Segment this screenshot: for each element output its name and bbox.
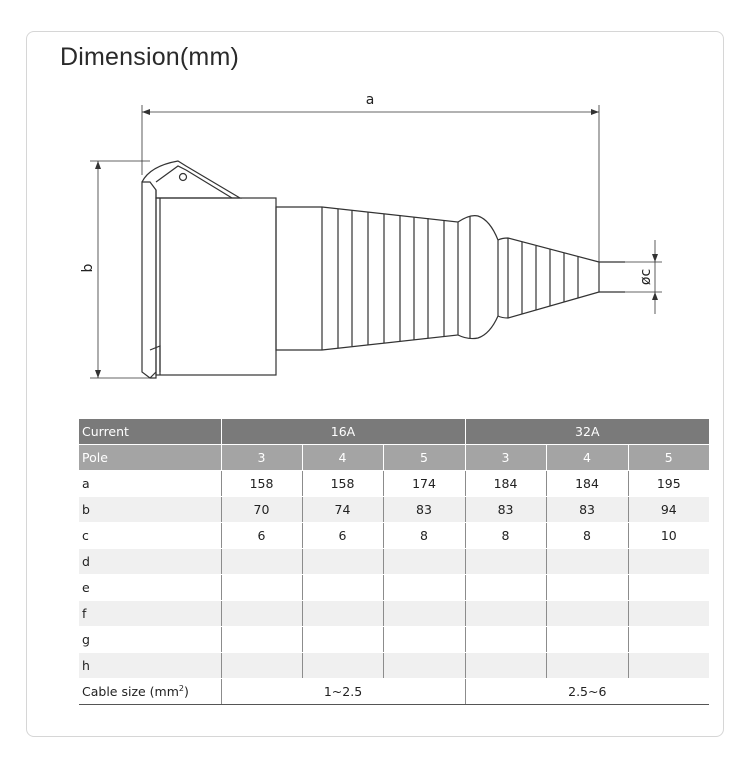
row-label: a (79, 471, 221, 497)
row-label: d (79, 549, 221, 575)
current-16a: 16A (221, 419, 465, 445)
table-cell (465, 575, 546, 601)
table-row (79, 601, 709, 627)
table-cell: 195 (628, 471, 709, 497)
table-cell: 8 (546, 523, 628, 549)
table-cell: 184 (465, 471, 546, 497)
table-cell: 158 (221, 471, 302, 497)
table-cell (221, 627, 302, 653)
cable-size-label: Cable size $(mm^2)$ (79, 679, 221, 705)
dimension-c-label: øc (638, 268, 654, 286)
table-row (79, 549, 709, 575)
cable-size-row (79, 679, 709, 705)
table-cell: 6 (221, 523, 302, 549)
table-cell (302, 575, 383, 601)
table-cell (383, 653, 465, 679)
table-row (79, 653, 709, 679)
table-cell: 8 (383, 523, 465, 549)
pole-value: 3 (221, 445, 302, 471)
row-label: c (79, 523, 221, 549)
cable-size-32a: 2.5~6 (465, 679, 709, 705)
table-cell (221, 549, 302, 575)
table-row (79, 575, 709, 601)
table-cell (221, 601, 302, 627)
pole-value: 5 (383, 445, 465, 471)
table-cell (302, 549, 383, 575)
table-cell (546, 549, 628, 575)
row-label: e (79, 575, 221, 601)
table-cell: 74 (302, 497, 383, 523)
table-cell (302, 601, 383, 627)
table-cell (221, 653, 302, 679)
pole-value: 4 (546, 445, 628, 471)
table-cell: 70 (221, 497, 302, 523)
table-cell (465, 601, 546, 627)
table-cell (628, 549, 709, 575)
header-pole-row (79, 445, 709, 471)
table-cell (546, 653, 628, 679)
table-cell (302, 653, 383, 679)
table-cell (221, 575, 302, 601)
row-label: f (79, 601, 221, 627)
table-cell: 174 (383, 471, 465, 497)
dimension-b-label: b (80, 263, 96, 273)
dimension-table (79, 419, 709, 705)
table-cell (546, 575, 628, 601)
table-row (79, 523, 709, 549)
table-cell (383, 627, 465, 653)
table-cell (383, 549, 465, 575)
table-cell (546, 627, 628, 653)
table-row (79, 497, 709, 523)
table-cell (383, 575, 465, 601)
pole-value: 4 (302, 445, 383, 471)
table-cell (465, 653, 546, 679)
table-cell (302, 627, 383, 653)
pole-label: Pole (79, 445, 221, 471)
row-label: g (79, 627, 221, 653)
table-cell (628, 601, 709, 627)
table-cell (383, 601, 465, 627)
pole-value: 5 (628, 445, 709, 471)
table-cell (465, 627, 546, 653)
table-cell (465, 549, 546, 575)
table-row (79, 627, 709, 653)
row-label: h (79, 653, 221, 679)
page-title: Dimension(mm) (60, 43, 240, 71)
header-current-row (79, 419, 709, 445)
cable-size-16a: 1~2.5 (221, 679, 465, 705)
table-cell: 8 (465, 523, 546, 549)
table-cell (628, 627, 709, 653)
dimension-a-label: a (365, 92, 375, 108)
table-cell: 83 (383, 497, 465, 523)
table-cell: 83 (546, 497, 628, 523)
current-label: Current (79, 419, 221, 445)
table-cell: 184 (546, 471, 628, 497)
row-label: b (79, 497, 221, 523)
table-cell: 83 (465, 497, 546, 523)
current-32a: 32A (465, 419, 709, 445)
table-cell (546, 601, 628, 627)
table-cell: 158 (302, 471, 383, 497)
table-cell: 10 (628, 523, 709, 549)
table-row (79, 471, 709, 497)
table-cell: 6 (302, 523, 383, 549)
table-cell: 94 (628, 497, 709, 523)
pole-value: 3 (465, 445, 546, 471)
table-cell (628, 575, 709, 601)
table-cell (628, 653, 709, 679)
